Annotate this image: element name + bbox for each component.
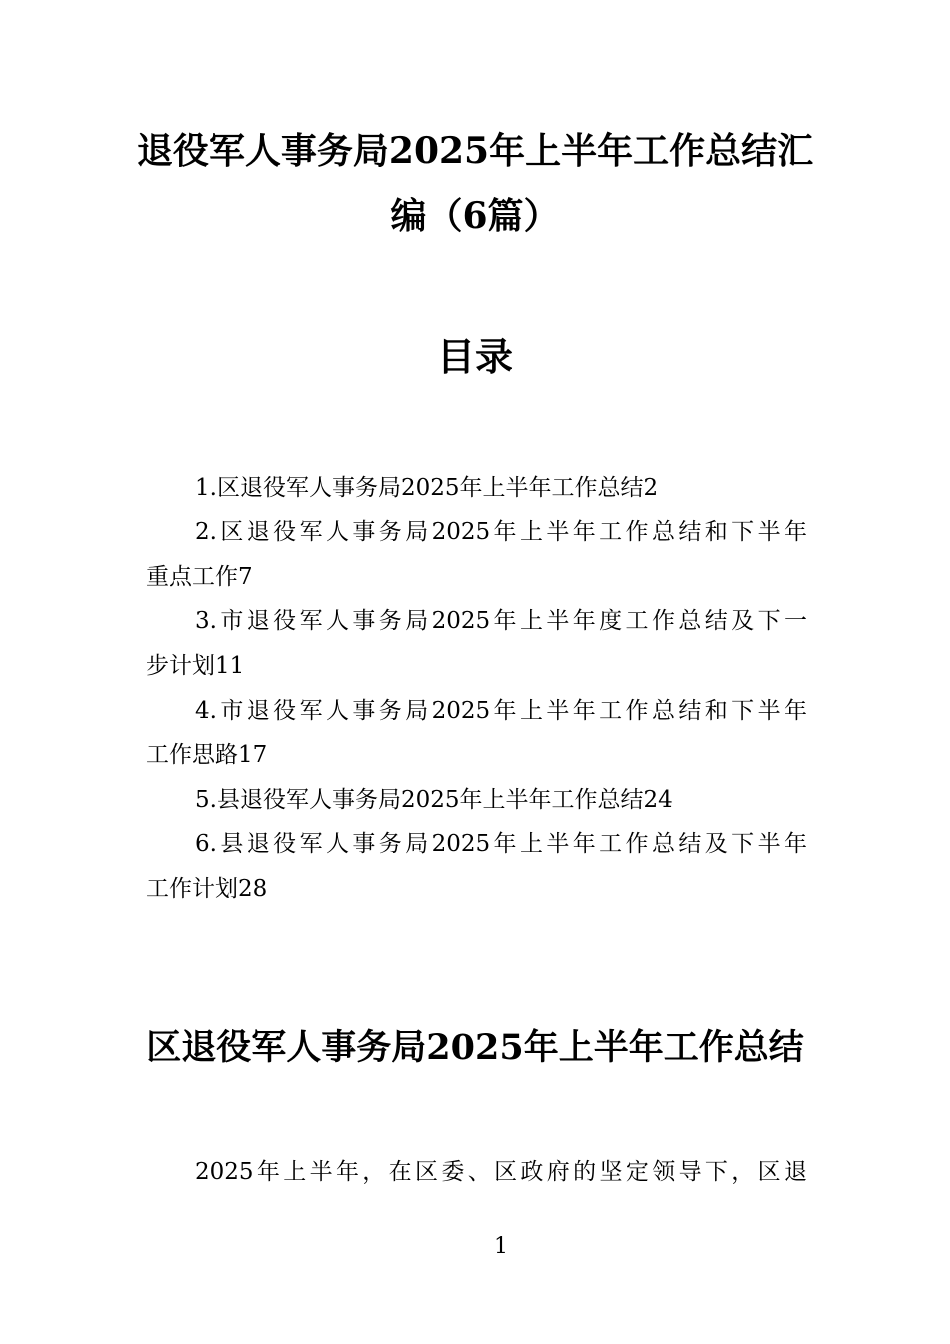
toc-item-4-continued[interactable]: 工作思路17 — [146, 742, 268, 768]
toc-item-1[interactable]: 1.区退役军人事务局2025年上半年工作总结2 — [195, 475, 659, 501]
toc-item-3[interactable]: 3.市退役军人事务局2025年上半年度工作总结及下一 — [195, 608, 807, 634]
toc-item-5[interactable]: 5.县退役军人事务局2025年上半年工作总结24 — [195, 787, 673, 813]
section-title: 区退役军人事务局2025年上半年工作总结 — [146, 1027, 804, 1068]
toc-item-2[interactable]: 2.区退役军人事务局2025年上半年工作总结和下半年 — [195, 519, 807, 545]
toc-heading: 目录 — [436, 334, 513, 379]
document-title-line-2: 编（6篇） — [390, 195, 560, 237]
toc-item-6[interactable]: 6.县退役军人事务局2025年上半年工作总结及下半年 — [195, 831, 807, 857]
page-number: 1 — [494, 1234, 508, 1259]
document-title-line-1: 退役军人事务局2025年上半年工作总结汇 — [136, 130, 814, 172]
toc-item-4[interactable]: 4.市退役军人事务局2025年上半年工作总结和下半年 — [195, 698, 807, 724]
toc-item-6-continued[interactable]: 工作计划28 — [146, 876, 268, 902]
toc-item-3-continued[interactable]: 步计划11 — [146, 653, 245, 679]
toc-item-2-continued[interactable]: 重点工作7 — [146, 564, 253, 590]
body-paragraph: 2025年上半年，在区委、区政府的坚定领导下，区退 — [195, 1159, 807, 1185]
